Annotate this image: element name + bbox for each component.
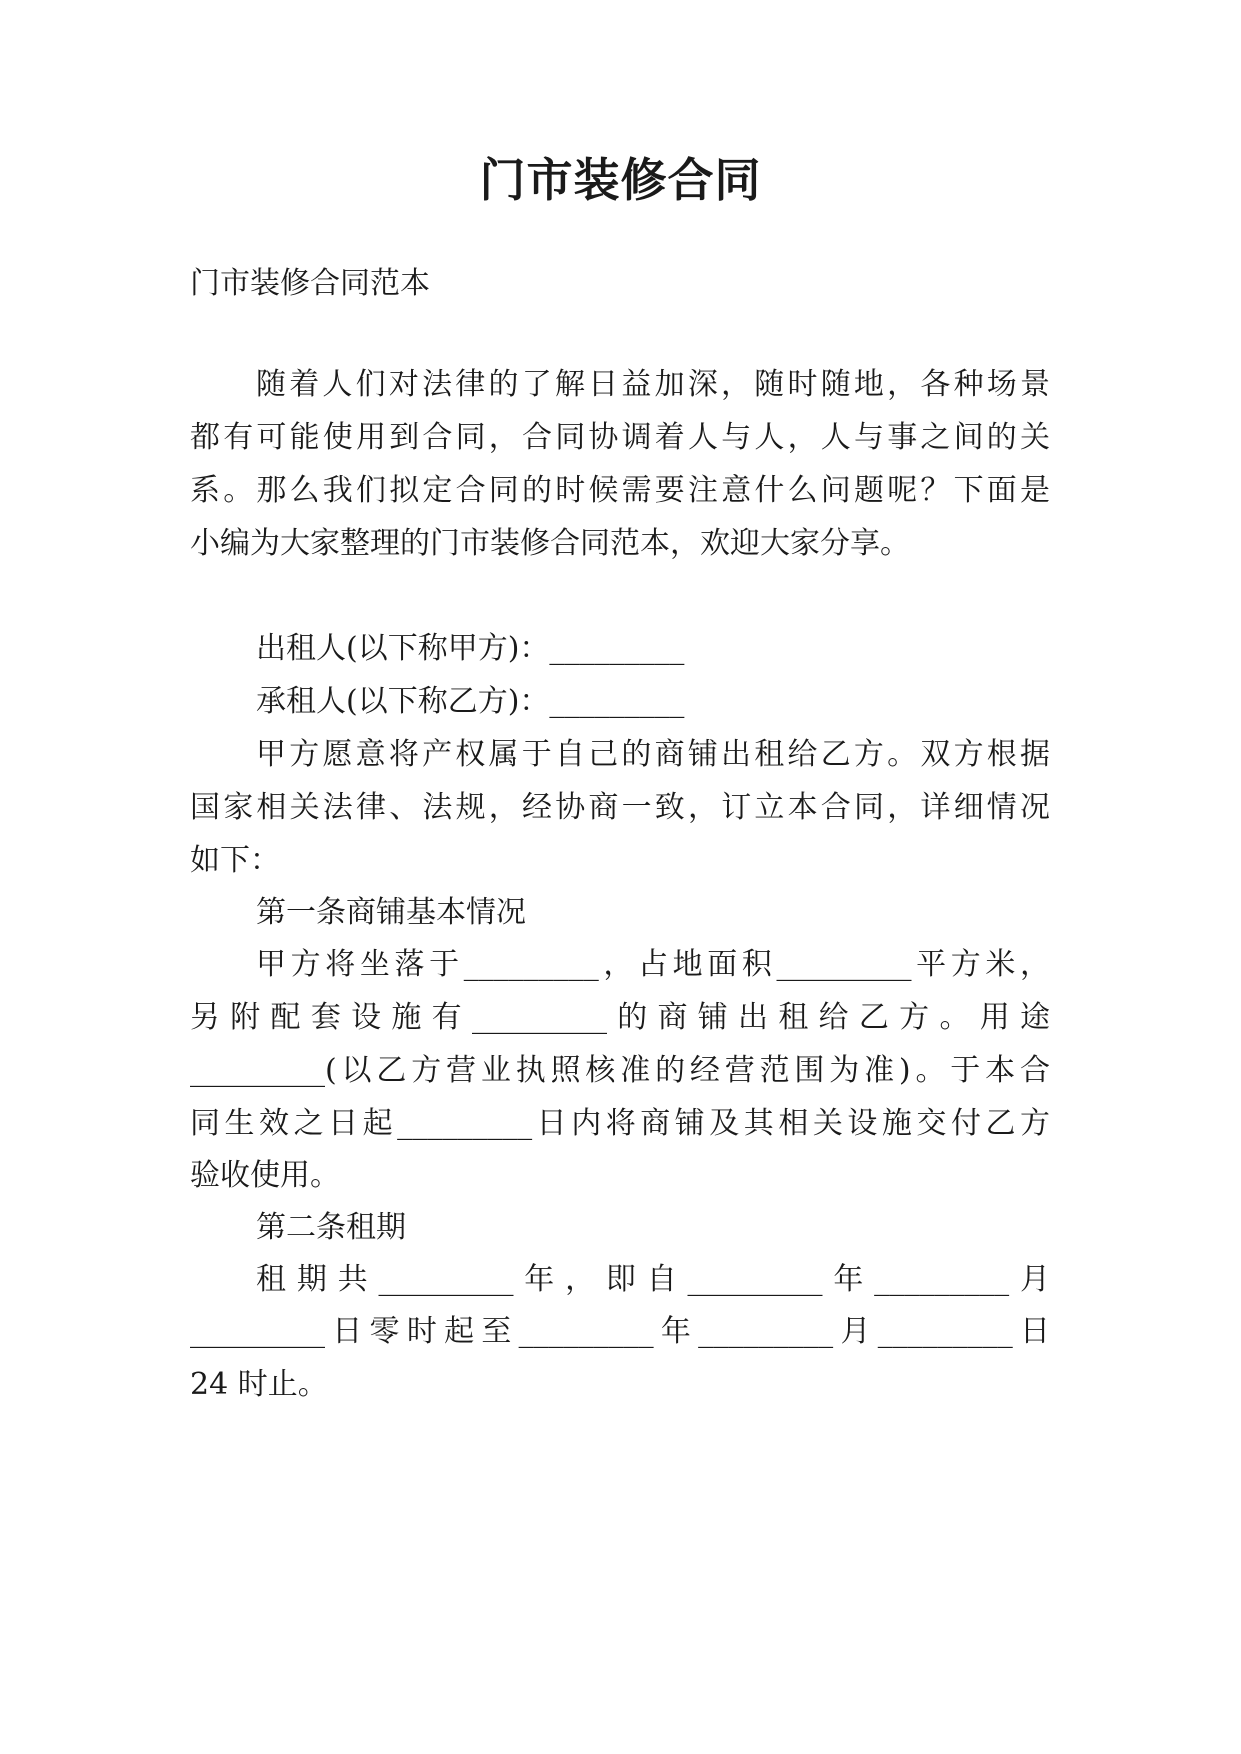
article-1-line-2: 另附配套设施有_________的商铺出租给乙方。用途 <box>190 1000 1050 1035</box>
agreement-line-3: 如下： <box>190 843 280 878</box>
article-1-line-1: 甲方将坐落于_________，占地面积_________平方米， <box>256 947 1050 982</box>
lessor-line: 出租人(以下称甲方)：_________ <box>256 631 685 666</box>
lessee-line: 承租人(以下称乙方)：_________ <box>256 684 685 719</box>
intro-line-1: 随着人们对法律的了解日益加深，随时随地，各种场景 <box>256 367 1050 402</box>
article-1-line-3: _________(以乙方营业执照核准的经营范围为准)。于本合 <box>190 1053 1050 1088</box>
agreement-line-1: 甲方愿意将产权属于自己的商铺出租给乙方。双方根据 <box>256 737 1050 772</box>
document-subtitle: 门市装修合同范本 <box>190 266 430 301</box>
article-1-line-5: 验收使用。 <box>190 1158 340 1193</box>
article-1-line-4: 同生效之日起_________日内将商铺及其相关设施交付乙方 <box>190 1106 1050 1141</box>
article-2-line-3: 24 时止。 <box>190 1367 328 1402</box>
article-2-line-2: _________日零时起至_________年_________月_________日 <box>190 1314 1050 1349</box>
agreement-line-2: 国家相关法律、法规，经协商一致，订立本合同，详细情况 <box>190 790 1050 825</box>
article-2-heading: 第二条租期 <box>256 1210 406 1245</box>
intro-line-4: 小编为大家整理的门市装修合同范本，欢迎大家分享。 <box>190 526 910 561</box>
intro-line-3: 系。那么我们拟定合同的时候需要注意什么问题呢？下面是 <box>190 473 1050 508</box>
article-2-line-1: 租期共_________年，即自_________年_________月 <box>256 1262 1050 1297</box>
article-1-heading: 第一条商铺基本情况 <box>256 895 526 930</box>
intro-line-2: 都有可能使用到合同，合同协调着人与人，人与事之间的关 <box>190 420 1050 455</box>
document-title: 门市装修合同 <box>479 153 762 207</box>
